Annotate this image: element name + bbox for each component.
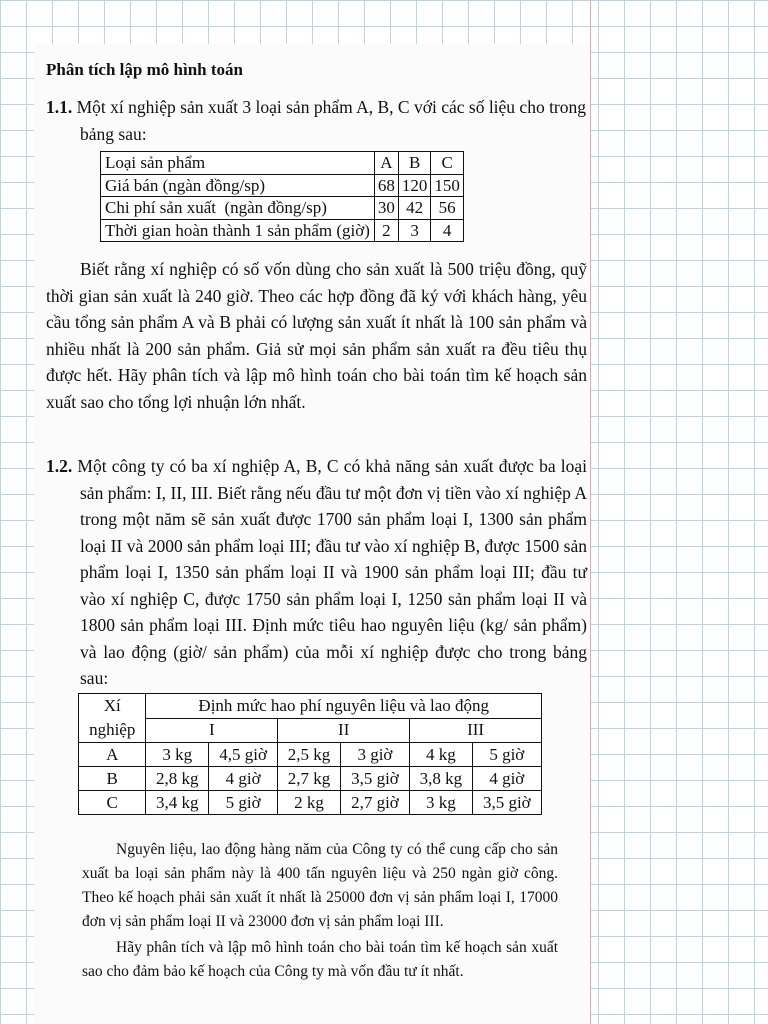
problem-1-1-intro [46,94,588,147]
consumption-norms-table [78,693,542,815]
problem-1-1-number: 1.1. [46,97,73,117]
table-header-row [79,694,542,719]
table-header-row [79,718,542,743]
product-header-cell: I [146,718,278,743]
table-cell: 56 [431,197,464,220]
problem-1-1-body [46,256,587,415]
table-cell: 5 giờ [472,743,541,767]
table-row [79,743,542,767]
table-cell: 3,4 kg [146,791,208,815]
row-label: B [79,767,146,791]
problem-1-1-body-text: Biết rằng xí nghiệp có số vốn dùng cho sản xuất là 500 triệu đồng, quỹ thời gian sản xuất là 240 giờ. Theo các hợp đồng đã ký với khách hàng, yêu cầu tổng sản phẩm A và B phải có lượng sản xuất ít nhất là 100 sản phẩm và nhiều nhất là 200 sản phẩm. Giả sử mọi sản phẩm sản xuất ra đều tiêu thụ được hết. Hãy phân tích và lập mô hình toán cho bài toán tìm kế hoạch sản xuất sao cho tổng lợi nhuận lớn nhất. [46,259,587,412]
problem-1-1-intro-text: Một xí nghiệp sản xuất 3 loại sản phẩm A, B, C với các số liệu cho trong bảng sau: [76,97,587,144]
table-cell: Chi phí sản xuất (ngàn đồng/sp) [101,197,375,220]
table-cell: 2 [374,219,398,242]
table-cell: 150 [431,174,464,197]
table-header-cell: A [374,152,398,175]
table-group-header: Định mức hao phí nguyên liệu và lao động [146,694,542,719]
table-corner-cell [79,694,146,743]
table-cell: 3,5 giờ [340,767,409,791]
notebook-margin-line [590,0,591,1024]
table-cell: 2,7 kg [278,767,340,791]
table-row [101,197,464,220]
table-cell: 3 [398,219,431,242]
table-cell: 3 giờ [340,743,409,767]
table-cell: 2,8 kg [146,767,208,791]
table-cell: 3 kg [146,743,208,767]
row-label: A [79,743,146,767]
table-cell: 4 kg [410,743,472,767]
table-cell: 5 giờ [208,791,277,815]
row-label: C [79,791,146,815]
section-heading: Phân tích lập mô hình toán [46,60,243,79]
table-row [101,219,464,242]
problem-1-2-intro-text: Một công ty có ba xí nghiệp A, B, C có khả năng sản xuất được ba loại sản phẩm: I, II, III. Biết rằng nếu đầu tư một đơn vị tiền vào xí nghiệp A trong một năm sẽ sản xuất được 1700 sản phẩm loại I, 1300 sản phẩm loại II và 2000 sản phẩm loại III; đầu tư vào xí nghiệp B, được 1500 sản phẩm loại I, 1350 sản phẩm loại II và 1900 sản phẩm loại III; đầu tư vào xí nghiệp C, được 1750 sản phẩm loại I, 1250 sản phẩm loại II và 1800 sản phẩm loại III. Định mức tiêu hao nguyên liệu (kg/ sản phẩm) và lao động (giờ/ sản phẩm) của mỗi xí nghiệp được cho trong bảng sau: [77,456,588,688]
table-cell: Giá bán (ngàn đồng/sp) [101,174,375,197]
table-cell: 42 [398,197,431,220]
problem-1-2-body-text-1: Nguyên liệu, lao động hàng năm của Công ty có thể cung cấp cho sản xuất ba loại sản phẩm này là 400 tấn nguyên liệu và 250 ngàn giờ công. Theo kế hoạch phải sản xuất ít nhất là 25000 đơn vị sản phẩm loại I, 17000 đơn vị sản phẩm loại II và 23000 đơn vị sản phẩm loại III. [82,841,558,930]
table-cell: 120 [398,174,431,197]
table-row [101,174,464,197]
product-header-cell: II [278,718,410,743]
table-header-row [101,152,464,175]
problem-1-2-number: 1.2. [46,456,73,476]
table-row [79,791,542,815]
problem-1-2-body [82,838,558,984]
table-cell: 30 [374,197,398,220]
table-cell: 4 [431,219,464,242]
table-header-cell: Loại sản phẩm [101,152,375,175]
table-cell: 68 [374,174,398,197]
table-cell: 2 kg [278,791,340,815]
table-row [79,767,542,791]
table-cell: 4 giờ [472,767,541,791]
table-cell: 3,8 kg [410,767,472,791]
table-cell: 4 giờ [208,767,277,791]
table-cell: 3 kg [410,791,472,815]
table-cell: 2,7 giờ [340,791,409,815]
table-cell: 3,5 giờ [472,791,541,815]
problem-1-2-intro [46,453,587,692]
table-cell: 2,5 kg [278,743,340,767]
product-table [100,151,464,242]
product-header-cell: III [410,718,542,743]
table-cell: 4,5 giờ [208,743,277,767]
corner-label-line2: nghiệp [89,720,136,739]
problem-1-2-body-text-2: Hãy phân tích và lập mô hình toán cho bài toán tìm kế hoạch sản xuất sao cho đảm bảo kế hoạch của Công ty mà vốn đầu tư ít nhất. [82,939,558,980]
corner-label-line1: Xí [103,696,121,715]
table-cell: Thời gian hoàn thành 1 sản phẩm (giờ) [101,219,375,242]
table-header-cell: C [431,152,464,175]
table-header-cell: B [398,152,431,175]
